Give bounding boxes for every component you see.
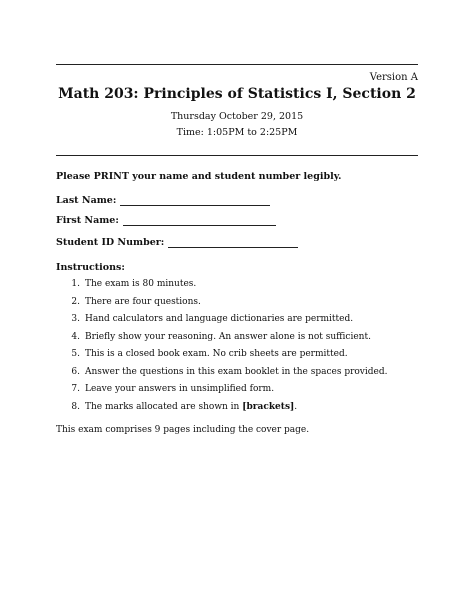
exam-date: Thursday October 29, 2015 bbox=[170, 111, 304, 122]
list-item: 3. Hand calculators and language dictionaries are permitted. bbox=[71, 314, 354, 324]
version-label: Version A bbox=[369, 72, 418, 83]
first-name-field bbox=[56, 215, 276, 226]
page-count-note: This exam comprises 9 pages including the cover page. bbox=[56, 425, 310, 435]
list-item: 4. Briefly show your reasoning. An answer alone is not sufficient. bbox=[71, 331, 371, 342]
first-name-label: First Name: bbox=[56, 215, 119, 226]
top-rule bbox=[56, 64, 418, 65]
last-name-label: Last Name: bbox=[56, 195, 117, 206]
list-item: 5. This is a closed book exam. No crib sheets are permitted. bbox=[71, 349, 348, 359]
exam-time: Time: 1:05PM to 2:25PM bbox=[176, 127, 298, 138]
student-id-blank[interactable] bbox=[168, 238, 298, 248]
first-name-blank[interactable] bbox=[123, 216, 276, 226]
student-id-field bbox=[56, 237, 298, 248]
list-item: 6. Answer the questions in this exam booklet in the spaces provided. bbox=[71, 366, 388, 377]
list-item: 7. Leave your answers in unsimplified form. bbox=[71, 384, 275, 394]
list-item: 1. The exam is 80 minutes. bbox=[71, 279, 197, 289]
list-item: 2. There are four questions. bbox=[71, 296, 201, 307]
print-instruction: Please PRINT your name and student number legibly. bbox=[56, 171, 342, 182]
list-item: 8. The marks allocated are shown in [brackets]. bbox=[71, 401, 298, 412]
student-id-label: Student ID Number: bbox=[56, 237, 165, 248]
instructions-heading: Instructions: bbox=[56, 262, 125, 273]
last-name-field bbox=[56, 195, 270, 206]
last-name-blank[interactable] bbox=[120, 196, 270, 206]
exam-title: Math 203: Principles of Statistics I, Section 2 bbox=[58, 86, 416, 102]
bottom-rule bbox=[56, 155, 418, 156]
instructions-list bbox=[56, 276, 387, 416]
